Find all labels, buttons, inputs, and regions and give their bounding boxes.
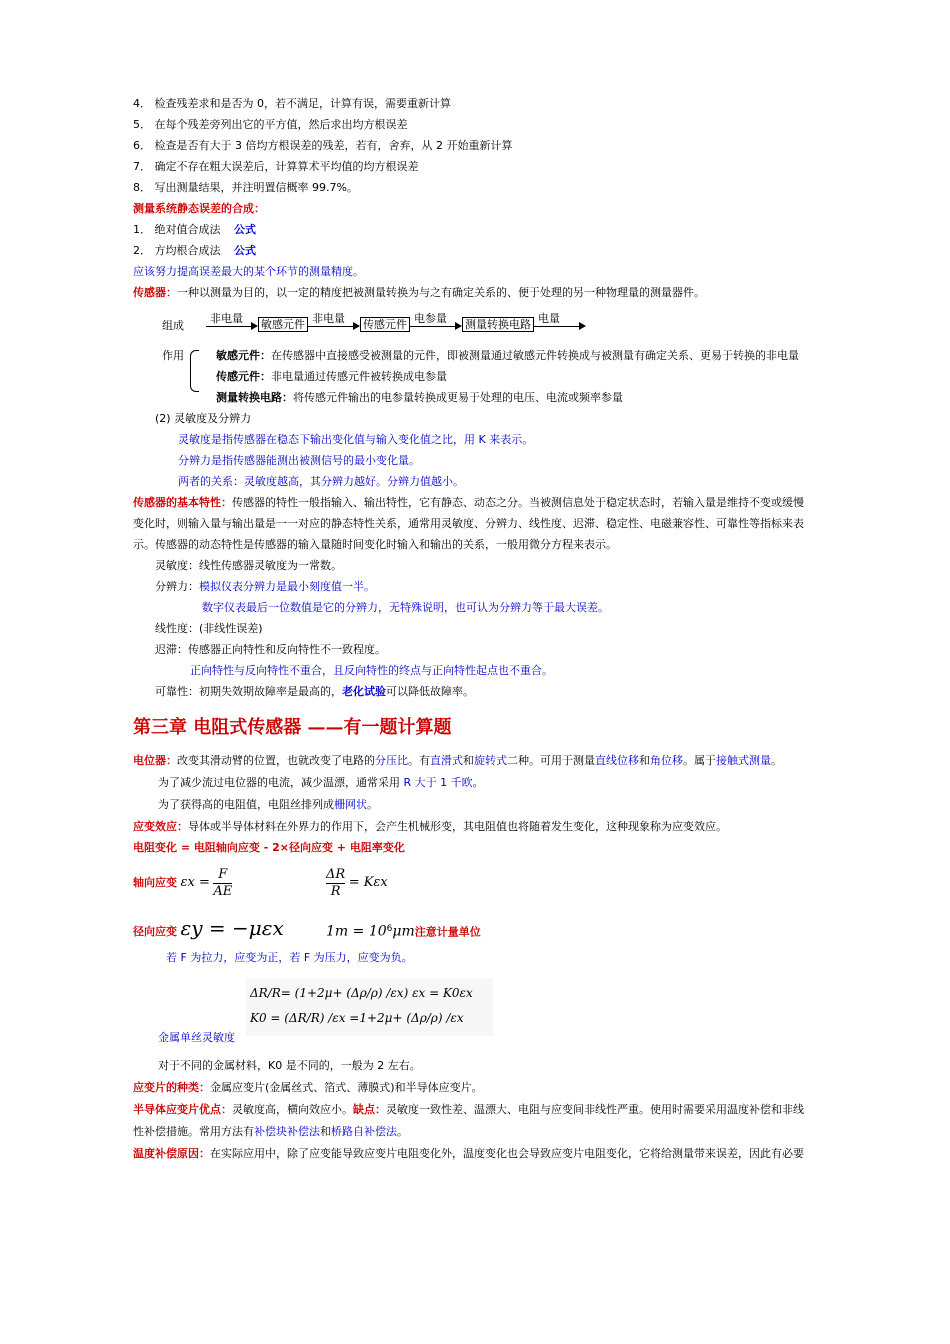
function-term: 传感元件：	[216, 370, 271, 383]
step-7: 7． 确定不存在粗大误差后，计算算术平均值的均方根误差	[133, 160, 419, 173]
synthesis-item-1-label: 1． 绝对值合成法	[133, 223, 221, 236]
step-4: 4． 检查残差求和是否为 0，若不满足，计算有误，需要重新计算	[133, 97, 451, 110]
dr-fraction	[326, 867, 345, 900]
pot-text: 为了获得高的电阻值，电阻丝排列成	[158, 798, 334, 811]
temp-compensation	[133, 1146, 804, 1162]
flow-box-sensitive: 敏感元件	[258, 317, 308, 332]
semi-keyword: 桥路自补偿法	[331, 1125, 397, 1138]
function-term: 测量转换电路：	[216, 391, 293, 404]
basic-linearity: 线性度：(非线性误差)	[155, 622, 263, 635]
function-item	[216, 369, 447, 385]
semi-keyword: 补偿块补偿法	[254, 1125, 320, 1138]
step-6: 6． 检查是否有大于 3 倍均方根误差的残差，若有，舍弃，从 2 开始重新计算	[133, 139, 513, 152]
flow-arrow	[206, 312, 258, 332]
metal-sensitivity-label: 金属单丝灵敏度	[158, 1031, 235, 1044]
formula-link[interactable]: 公式	[234, 244, 256, 257]
axial-strain	[133, 866, 232, 900]
resolution-digital: 数字仪表最后一位数值是它的分辨力，无特殊说明，也可认为分辨力等于最大误差。	[202, 601, 609, 614]
potentiometer-label: 电位器：	[133, 754, 177, 767]
function-item	[216, 390, 623, 406]
basic-hysteresis	[155, 642, 386, 658]
function-brace	[190, 350, 199, 392]
synthesis-item-1	[133, 222, 256, 238]
synthesis-note: 应该努力提高误差最大的某个环节的测量精度。	[133, 265, 364, 278]
basic-text: 传感器的特性一般指输入、输出特性，它有静态、动态之分。当被测信息处于稳定状态时，若输入量是维持不变或缓慢	[232, 496, 804, 509]
pot-keyword: R 大于 1 千欧	[403, 776, 473, 789]
unit-eq: 1m = 10	[326, 923, 387, 940]
basic-sensitivity: 灵敏度：线性传感器灵敏度为一常数。	[155, 559, 342, 572]
semi-text: 和	[320, 1125, 331, 1138]
step-8: 8． 写出测量结果，并注明置信概率 99.7%。	[133, 181, 358, 194]
step-5: 5． 在每个残差旁列出它的平方值，然后求出均方根误差	[133, 118, 408, 131]
formula-link[interactable]: 公式	[234, 223, 256, 236]
semi-text: 。	[397, 1125, 408, 1138]
pot-keyword: 接触式测量	[716, 754, 771, 767]
sensitivity-line: 分辨力是指传感器能测出被测信号的最小变化量。	[178, 454, 420, 467]
flow-label: 非电量	[312, 312, 345, 325]
strain-sign-note: 若 F 为拉力，应变为正，若 F 为压力，应变为负。	[166, 951, 413, 964]
unit-exponent: 6	[386, 924, 393, 934]
sensor-definition	[133, 285, 705, 301]
flow-box-circuit: 测量转换电路	[462, 317, 534, 332]
strain-effect	[133, 819, 727, 835]
synthesis-title: 测量系统静态误差的合成：	[133, 202, 265, 215]
resistance-change-eq: 电阻变化 = 电阻轴向应变 - 2×径向应变 + 电阻率变化	[133, 841, 405, 854]
synthesis-item-2-label: 2． 方均根合成法	[133, 244, 221, 257]
pot-text: 。	[771, 754, 782, 767]
semi-cons-label: 缺点：	[353, 1103, 386, 1116]
resolution-label: 分辨力：	[155, 580, 199, 593]
semi-pros-text: 灵敏度高，横向效应小。	[232, 1103, 353, 1116]
function-text: 非电量通过传感元件被转换成电参量	[271, 370, 447, 383]
sensor-definition-label: 传感器：	[133, 286, 177, 299]
flow-box-transducer: 传感元件	[360, 317, 410, 332]
strain-label: 应变效应：	[133, 820, 188, 833]
temp-text: 在实际应用中，除了应变能导致应变片电阻变化外，温度变化也会导致应变片电阻变化，它将给测量带来误差，因此有必要	[210, 1147, 804, 1160]
composition-label: 组成	[162, 319, 184, 332]
pot-text: 。	[367, 798, 378, 811]
chapter-title: 第三章 电阻式传感器 ——有一题计算题	[133, 717, 452, 738]
pot-text: 。有	[408, 754, 430, 767]
reliability-text-a: 可靠性：初期失效期故障率是最高的，	[155, 685, 342, 698]
hysteresis-label: 迟滞：	[155, 643, 188, 656]
pot-text: 二种。可用于测量	[507, 754, 595, 767]
flow-arrow	[534, 312, 586, 332]
basic-line-3: 示。传感器的动态特性是传感器的输入量随时间变化时输入和输出的关系，一般用微分方程来表示。	[133, 538, 617, 551]
semi-pros-label: 半导体应变片优点：	[133, 1103, 232, 1116]
flow-label: 电量	[538, 312, 560, 325]
hysteresis-note: 正向特性与反向特性不重合，且反向特性的终点与正向特性起点也不重合。	[190, 664, 553, 677]
semiconductor-line-1	[133, 1102, 804, 1118]
potentiometer-note-1	[158, 775, 484, 791]
sensitivity-line: 两者的关系：灵敏度越高，其分辨力越好。分辨力值越小。	[178, 475, 464, 488]
function-item	[216, 348, 799, 364]
unit-conversion	[326, 919, 481, 943]
axial-fraction	[213, 867, 232, 900]
pot-keyword: 旋转式	[474, 754, 507, 767]
basic-reliability	[155, 684, 474, 700]
pot-keyword: 栅网状	[334, 798, 367, 811]
unit-note: 注意计量单位	[414, 925, 481, 939]
k0-note: 对于不同的金属材料，K0 是不同的，一般为 2 左右。	[158, 1059, 421, 1072]
radial-eq: εy = −μεx	[180, 916, 284, 940]
aging-test: 老化试验	[342, 685, 386, 698]
pot-keyword: 直线位移	[595, 754, 639, 767]
function-term: 敏感元件：	[216, 349, 271, 362]
strain-text: 导体或半导体材料在外界力的作用下，会产生机械形变，其电阻值也将随着发生变化，这种现象称为应变效应。	[188, 820, 727, 833]
sensitivity-heading: (2) 灵敏度及分辨力	[155, 412, 252, 425]
flow-arrow	[308, 312, 360, 332]
semiconductor-line-2	[133, 1124, 408, 1140]
axial-denominator: AE	[213, 883, 233, 899]
semi-text: 性补偿措施。常用方法有	[133, 1125, 254, 1138]
sensitivity-line: 灵敏度是指传感器在稳态下输出变化值与输入变化值之比，用 K 来表示。	[178, 433, 534, 446]
dr-rhs: = Kεx	[348, 875, 388, 890]
pot-keyword: 角位移	[650, 754, 683, 767]
unit-mu: μm	[392, 923, 415, 940]
synthesis-item-2	[133, 243, 256, 259]
potentiometer-line	[133, 753, 782, 769]
basic-line-1	[133, 495, 804, 511]
gauge-types	[133, 1080, 483, 1096]
flow-label: 电参量	[414, 312, 447, 325]
function-label: 作用	[162, 349, 184, 362]
reliability-text-c: 可以降低故障率。	[386, 685, 474, 698]
semi-cons-text: 灵敏度一致性差、温漂大、电阻与应变间非线性严重。使用时需要采用温度补偿和非线	[386, 1103, 804, 1116]
flow-label: 非电量	[210, 312, 243, 325]
pot-text: 。属于	[683, 754, 716, 767]
pot-keyword: 分压比	[375, 754, 408, 767]
basic-line-2: 变化时，则输入量与输出量是一一对应的静态特性关系，通常用灵敏度、分辨力、线性度、迟滞、稳定性、电磁兼容性、可靠性等指标来表	[133, 517, 804, 530]
pot-text: 为了减少流过电位器的电流，减少温漂，通常采用	[158, 776, 404, 789]
temp-label: 温度补偿原因：	[133, 1147, 210, 1160]
metal-sensitivity-formula	[246, 978, 493, 1036]
function-text: 在传感器中直接感受被测量的元件，即被测量通过敏感元件转换成与被测量有确定关系、更易于转换的非电量	[271, 349, 799, 362]
radial-label: 径向应变	[133, 925, 177, 938]
radial-strain	[133, 916, 284, 944]
pot-text: 改变其滑动臂的位置，也就改变了电路的	[177, 754, 375, 767]
axial-lhs: εx =	[180, 875, 210, 890]
axial-label: 轴向应变	[133, 876, 177, 889]
potentiometer-note-2	[158, 797, 378, 813]
dr-denominator: R	[330, 883, 341, 899]
axial-numerator: F	[213, 867, 232, 884]
pot-text: 和	[463, 754, 474, 767]
dr-numerator: ΔR	[326, 866, 346, 882]
sensor-definition-text: 一种以测量为目的，以一定的精度把被测量转换为与之有确定关系的、便于处理的另一种物理量的测量器件。	[177, 286, 705, 299]
basic-label: 传感器的基本特性：	[133, 496, 232, 509]
pot-keyword: 直滑式	[430, 754, 463, 767]
pot-text: 。	[472, 776, 484, 789]
gauge-types-text: 金属应变片(金属丝式、箔式、薄膜式)和半导体应变片。	[210, 1081, 483, 1094]
basic-resolution	[155, 579, 375, 595]
function-text: 将传感元件输出的电参量转换成更易于处理的电压、电流或频率参量	[293, 391, 623, 404]
flow-arrow	[410, 312, 462, 332]
formula-line-1: ΔR/R= (1+2μ+ (Δρ/ρ) /εx) εx = K0εx	[250, 986, 473, 1000]
pot-text: 和	[639, 754, 650, 767]
hysteresis-text: 传感器正向特性和反向特性不一致程度。	[188, 643, 386, 656]
resolution-analog: 模拟仪表分辨力是最小刻度值一半。	[199, 580, 375, 593]
gauge-types-label: 应变片的种类：	[133, 1081, 210, 1094]
relative-resistance	[326, 866, 388, 900]
formula-line-2: K0 = (ΔR/R) /εx =1+2μ+ (Δρ/ρ) /εx	[250, 1011, 464, 1025]
composition-flow	[206, 312, 586, 334]
